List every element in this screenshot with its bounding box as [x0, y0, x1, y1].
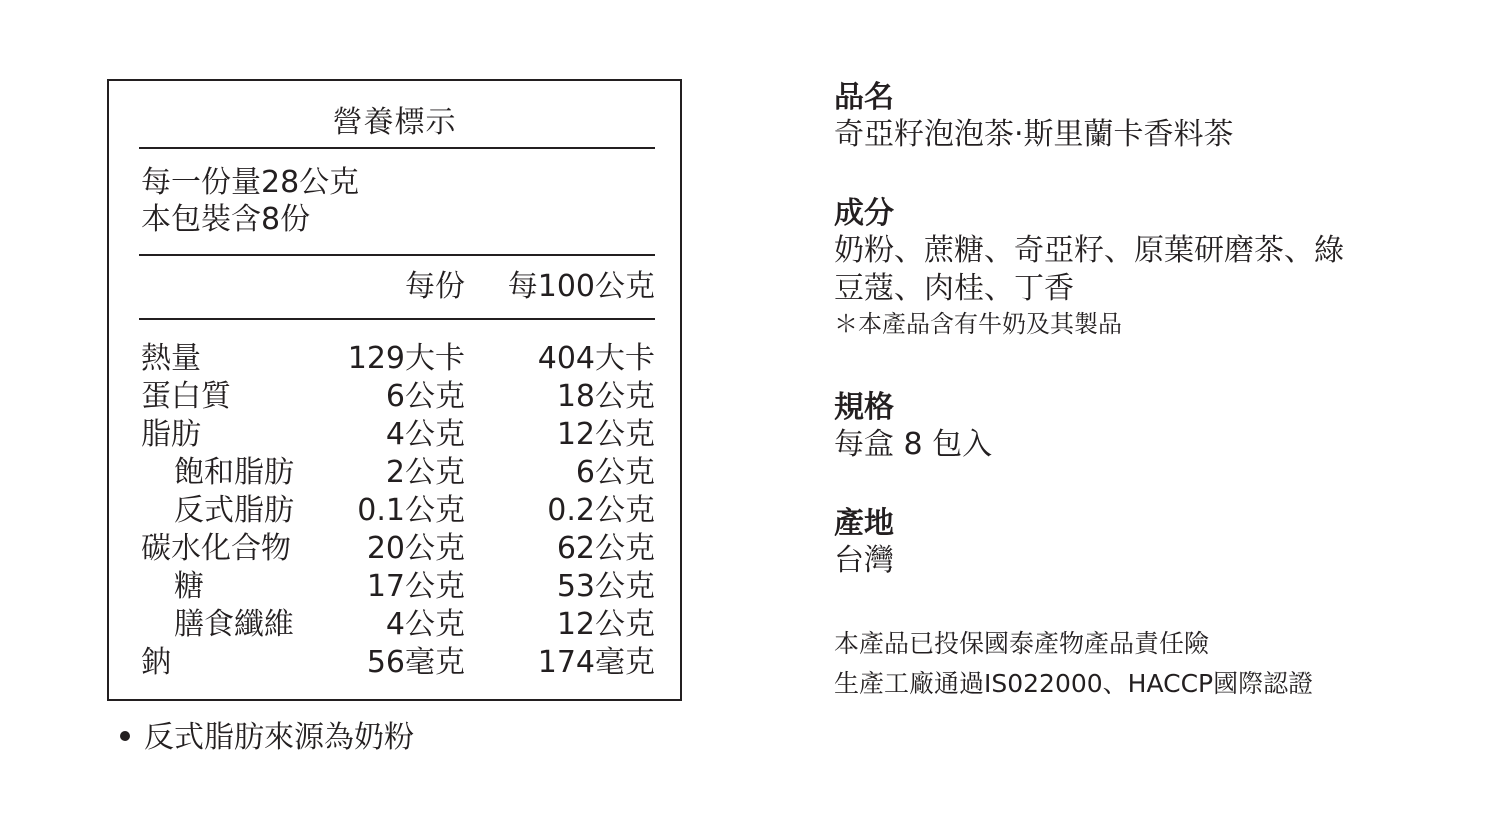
nutrient-row-protein [109, 378, 680, 416]
value-per-100g: 6公克 [575, 455, 655, 490]
nutrient-row-calories [109, 340, 680, 378]
insurance-section [834, 624, 1484, 704]
value-per-100g: 0.2公克 [547, 493, 655, 528]
nutrient-table [109, 340, 680, 682]
nutrition-facts-panel [107, 79, 682, 701]
nutrient-name: 熱量 [141, 341, 201, 376]
servings-per-pack: 本包裝含8份 [141, 202, 311, 237]
section-heading: 規格 [834, 390, 894, 425]
value-per-serving: 56毫克 [366, 645, 465, 680]
nutrient-name: 鈉 [141, 645, 171, 680]
nutrient-row-fat [109, 416, 680, 454]
nutrient-name: 反式脂肪 [174, 493, 294, 528]
ingredients-line: 豆蔻、肉桂、丁香 [834, 271, 1074, 306]
section-heading: 成分 [834, 196, 894, 231]
spec-section [834, 390, 1484, 464]
value-per-100g: 62公克 [556, 531, 655, 566]
origin-value: 台灣 [834, 543, 894, 578]
value-per-100g: 18公克 [556, 379, 655, 414]
value-per-100g: 404大卡 [537, 341, 655, 376]
divider [139, 254, 655, 256]
nutrient-row-sodium [109, 644, 680, 682]
nutrient-row-dietary-fiber [109, 606, 680, 644]
insurance-line: 本產品已投保國泰產物產品責任險 [834, 629, 1210, 658]
nutrient-row-trans-fat [109, 492, 680, 530]
value-per-serving: 6公克 [385, 379, 465, 414]
footnote-text: 反式脂肪來源為奶粉 [144, 720, 414, 755]
ingredients-section [834, 196, 1484, 340]
value-per-100g: 12公克 [556, 417, 655, 452]
nutrient-row-sugar [109, 568, 680, 606]
divider [139, 318, 655, 320]
nutrient-name: 蛋白質 [141, 379, 231, 414]
nutrient-row-saturated-fat [109, 454, 680, 492]
trans-fat-footnote [120, 720, 414, 756]
nutrient-name: 碳水化合物 [141, 531, 291, 566]
value-per-serving: 17公克 [366, 569, 465, 604]
product-name: 奇亞籽泡泡茶‧斯里蘭卡香料茶 [834, 117, 1234, 152]
origin-section [834, 506, 1484, 580]
spec-value: 每盒 8 包入 [834, 427, 993, 462]
value-per-serving: 4公克 [385, 417, 465, 452]
nutrient-name: 脂肪 [141, 417, 201, 452]
bullet-icon [120, 731, 130, 741]
nutrition-title: 營養標示 [332, 105, 457, 140]
section-heading: 產地 [834, 506, 894, 541]
serving-size: 每一份量28公克 [141, 165, 360, 200]
value-per-100g: 53公克 [556, 569, 655, 604]
nutrient-name: 糖 [174, 569, 204, 604]
ingredients-line: 奶粉、蔗糖、奇亞籽、原葉研磨茶、綠 [834, 233, 1344, 268]
value-per-serving: 20公克 [366, 531, 465, 566]
value-per-serving: 129大卡 [347, 341, 465, 376]
section-heading: 品名 [834, 80, 894, 115]
value-per-100g: 12公克 [556, 607, 655, 642]
value-per-serving: 2公克 [385, 455, 465, 490]
allergen-note: ＊本產品含有牛奶及其製品 [834, 310, 1122, 338]
nutrient-name: 膳食纖維 [174, 607, 294, 642]
column-header-per-serving: 每份 [405, 269, 465, 304]
column-header-per-100g: 每100公克 [507, 269, 655, 304]
value-per-serving: 4公克 [385, 607, 465, 642]
nutrient-row-carbohydrate [109, 530, 680, 568]
product-name-section [834, 80, 1484, 154]
value-per-100g: 174毫克 [537, 645, 655, 680]
divider [139, 147, 655, 149]
value-per-serving: 0.1公克 [357, 493, 465, 528]
nutrient-name: 飽和脂肪 [174, 455, 294, 490]
certification-line: 生產工廠通過IS022000、HACCP國際認證 [834, 669, 1314, 698]
